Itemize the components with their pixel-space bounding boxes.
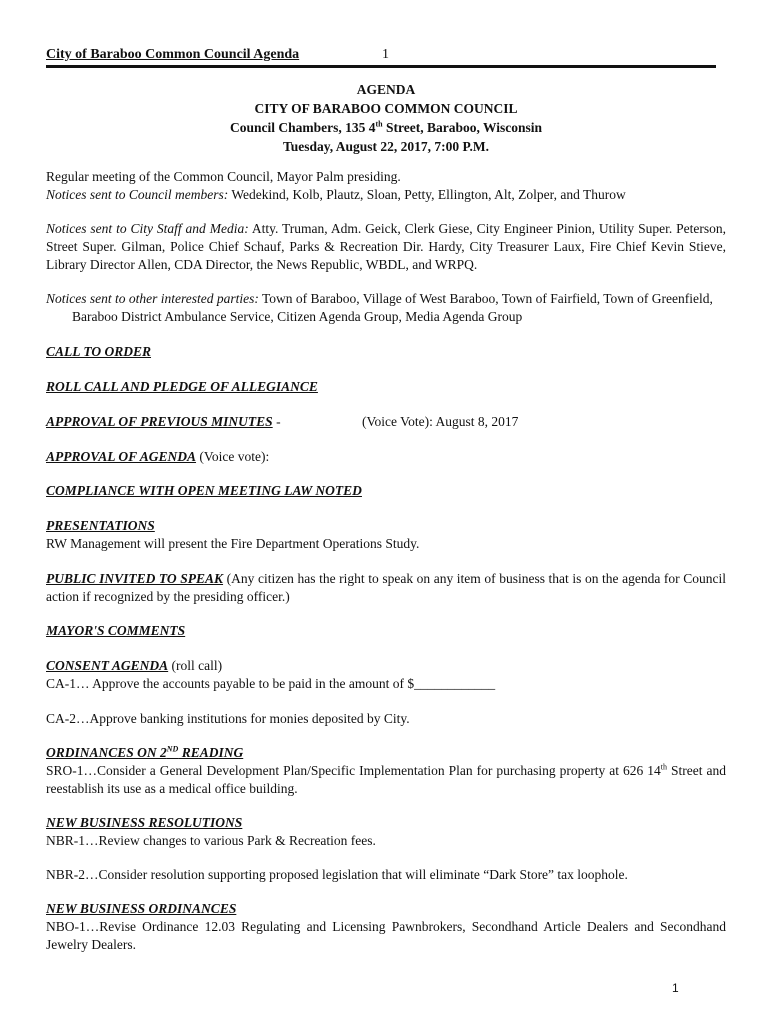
footer-page-number: 1	[672, 981, 679, 995]
staff-notices: Notices sent to City Staff and Media: Atty. Truman, Adm. Geick, Clerk Giese, City Engineer Pinion, Utility Super. Peterson, Street Super. Gilman, Police Chief Schauf, Parks & Recreation Dir. Hardy, City Treasurer Laux, Fire Chief Kevin Stieve, Library Director Allen, CDA Director, the News Republic, WBDL, and WRPQ.	[46, 221, 726, 272]
resolution-item-nbr2: NBR-2…Consider resolution supporting proposed legislation that will eliminate “Dark Store” tax loophole.	[46, 867, 628, 882]
heading-date: Tuesday, August 22, 2017, 7:00 P.M.	[282, 139, 490, 154]
resolution-item-nbr1: NBR-1…Review changes to various Park & Recreation fees.	[46, 833, 376, 848]
heading-agenda: AGENDA	[356, 82, 416, 97]
header-page-number: 1	[382, 47, 389, 62]
council-notices: Notices sent to Council members: Wedekind, Kolb, Plautz, Sloan, Petty, Ellington, Alt, Zolper, and Thurow	[46, 187, 626, 202]
section-consent-agenda: CONSENT AGENDA (roll call) CA-1… Approve the accounts payable to be paid in the amount of $____________	[46, 657, 726, 693]
presentations-text: RW Management will present the Fire Department Operations Study.	[46, 536, 420, 551]
section-mayors-comments: MAYOR'S COMMENTS	[46, 623, 186, 638]
other-parties-notices: Notices sent to other interested parties: Town of Baraboo, Village of West Baraboo, Town of Fairfield, Town of Greenfield, Baraboo District Ambulance Service, Citizen Agenda Group, Media Agenda Group	[46, 291, 713, 324]
consent-item-ca1: CA-1… Approve the accounts payable to be paid in the amount of $____________	[46, 676, 496, 691]
minutes-detail: (Voice Vote): August 8, 2017	[362, 414, 519, 429]
section-approval-agenda: APPROVAL OF AGENDA (Voice vote):	[46, 449, 270, 464]
section-public-invited: PUBLIC INVITED TO SPEAK (Any citizen has the right to speak on any item of business that is on the agenda for Council action if recognized by the presiding officer.)	[46, 571, 726, 604]
section-roll-call: ROLL CALL AND PLEDGE OF ALLEGIANCE	[46, 379, 318, 394]
section-previous-minutes: APPROVAL OF PREVIOUS MINUTES - (Voice Vote): August 8, 2017	[46, 414, 519, 429]
section-new-business-resolutions: NEW BUSINESS RESOLUTIONS NBR-1…Review changes to various Park & Recreation fees.	[46, 814, 726, 850]
consent-item-ca2: CA-2…Approve banking institutions for monies deposited by City.	[46, 711, 410, 726]
ordinance-item-sro1: SRO-1…Consider a General Development Plan/Specific Implementation Plan for purchasing property at 626 14th Street and reestablish its use as a medical office building.	[46, 762, 727, 796]
meeting-statement: Regular meeting of the Common Council, Mayor Palm presiding.	[46, 169, 401, 184]
header-title: City of Baraboo Common Council Agenda	[46, 47, 300, 62]
section-new-business-ordinances: NEW BUSINESS ORDINANCES NBO-1…Revise Ordinance 12.03 Regulating and Licensing Pawnbrokers, Secondhand Article Dealers and Secondhand Jewelry Dealers.	[46, 901, 726, 952]
ordinance-item-nbo1: NBO-1…Revise Ordinance 12.03 Regulating and Licensing Pawnbrokers, Secondhand Article Dealers and Secondhand Jewelry Dealers.	[46, 919, 726, 952]
section-ordinances-2nd-reading: ORDINANCES ON 2ND READING SRO-1…Consider a General Development Plan/Specific Implementation Plan for purchasing property at 626 14th Street and reestablish its use as a medical office building.	[46, 744, 727, 796]
section-compliance: COMPLIANCE WITH OPEN MEETING LAW NOTED	[46, 483, 362, 498]
section-call-to-order: CALL TO ORDER	[46, 344, 152, 359]
heading-council: CITY OF BARABOO COMMON COUNCIL	[254, 101, 518, 116]
agenda-heading	[46, 80, 726, 156]
running-header	[46, 47, 716, 68]
section-presentations: PRESENTATIONS RW Management will present the Fire Department Operations Study.	[46, 517, 726, 553]
heading-location: Council Chambers, 135 4th Street, Baraboo, Wisconsin	[229, 119, 543, 135]
